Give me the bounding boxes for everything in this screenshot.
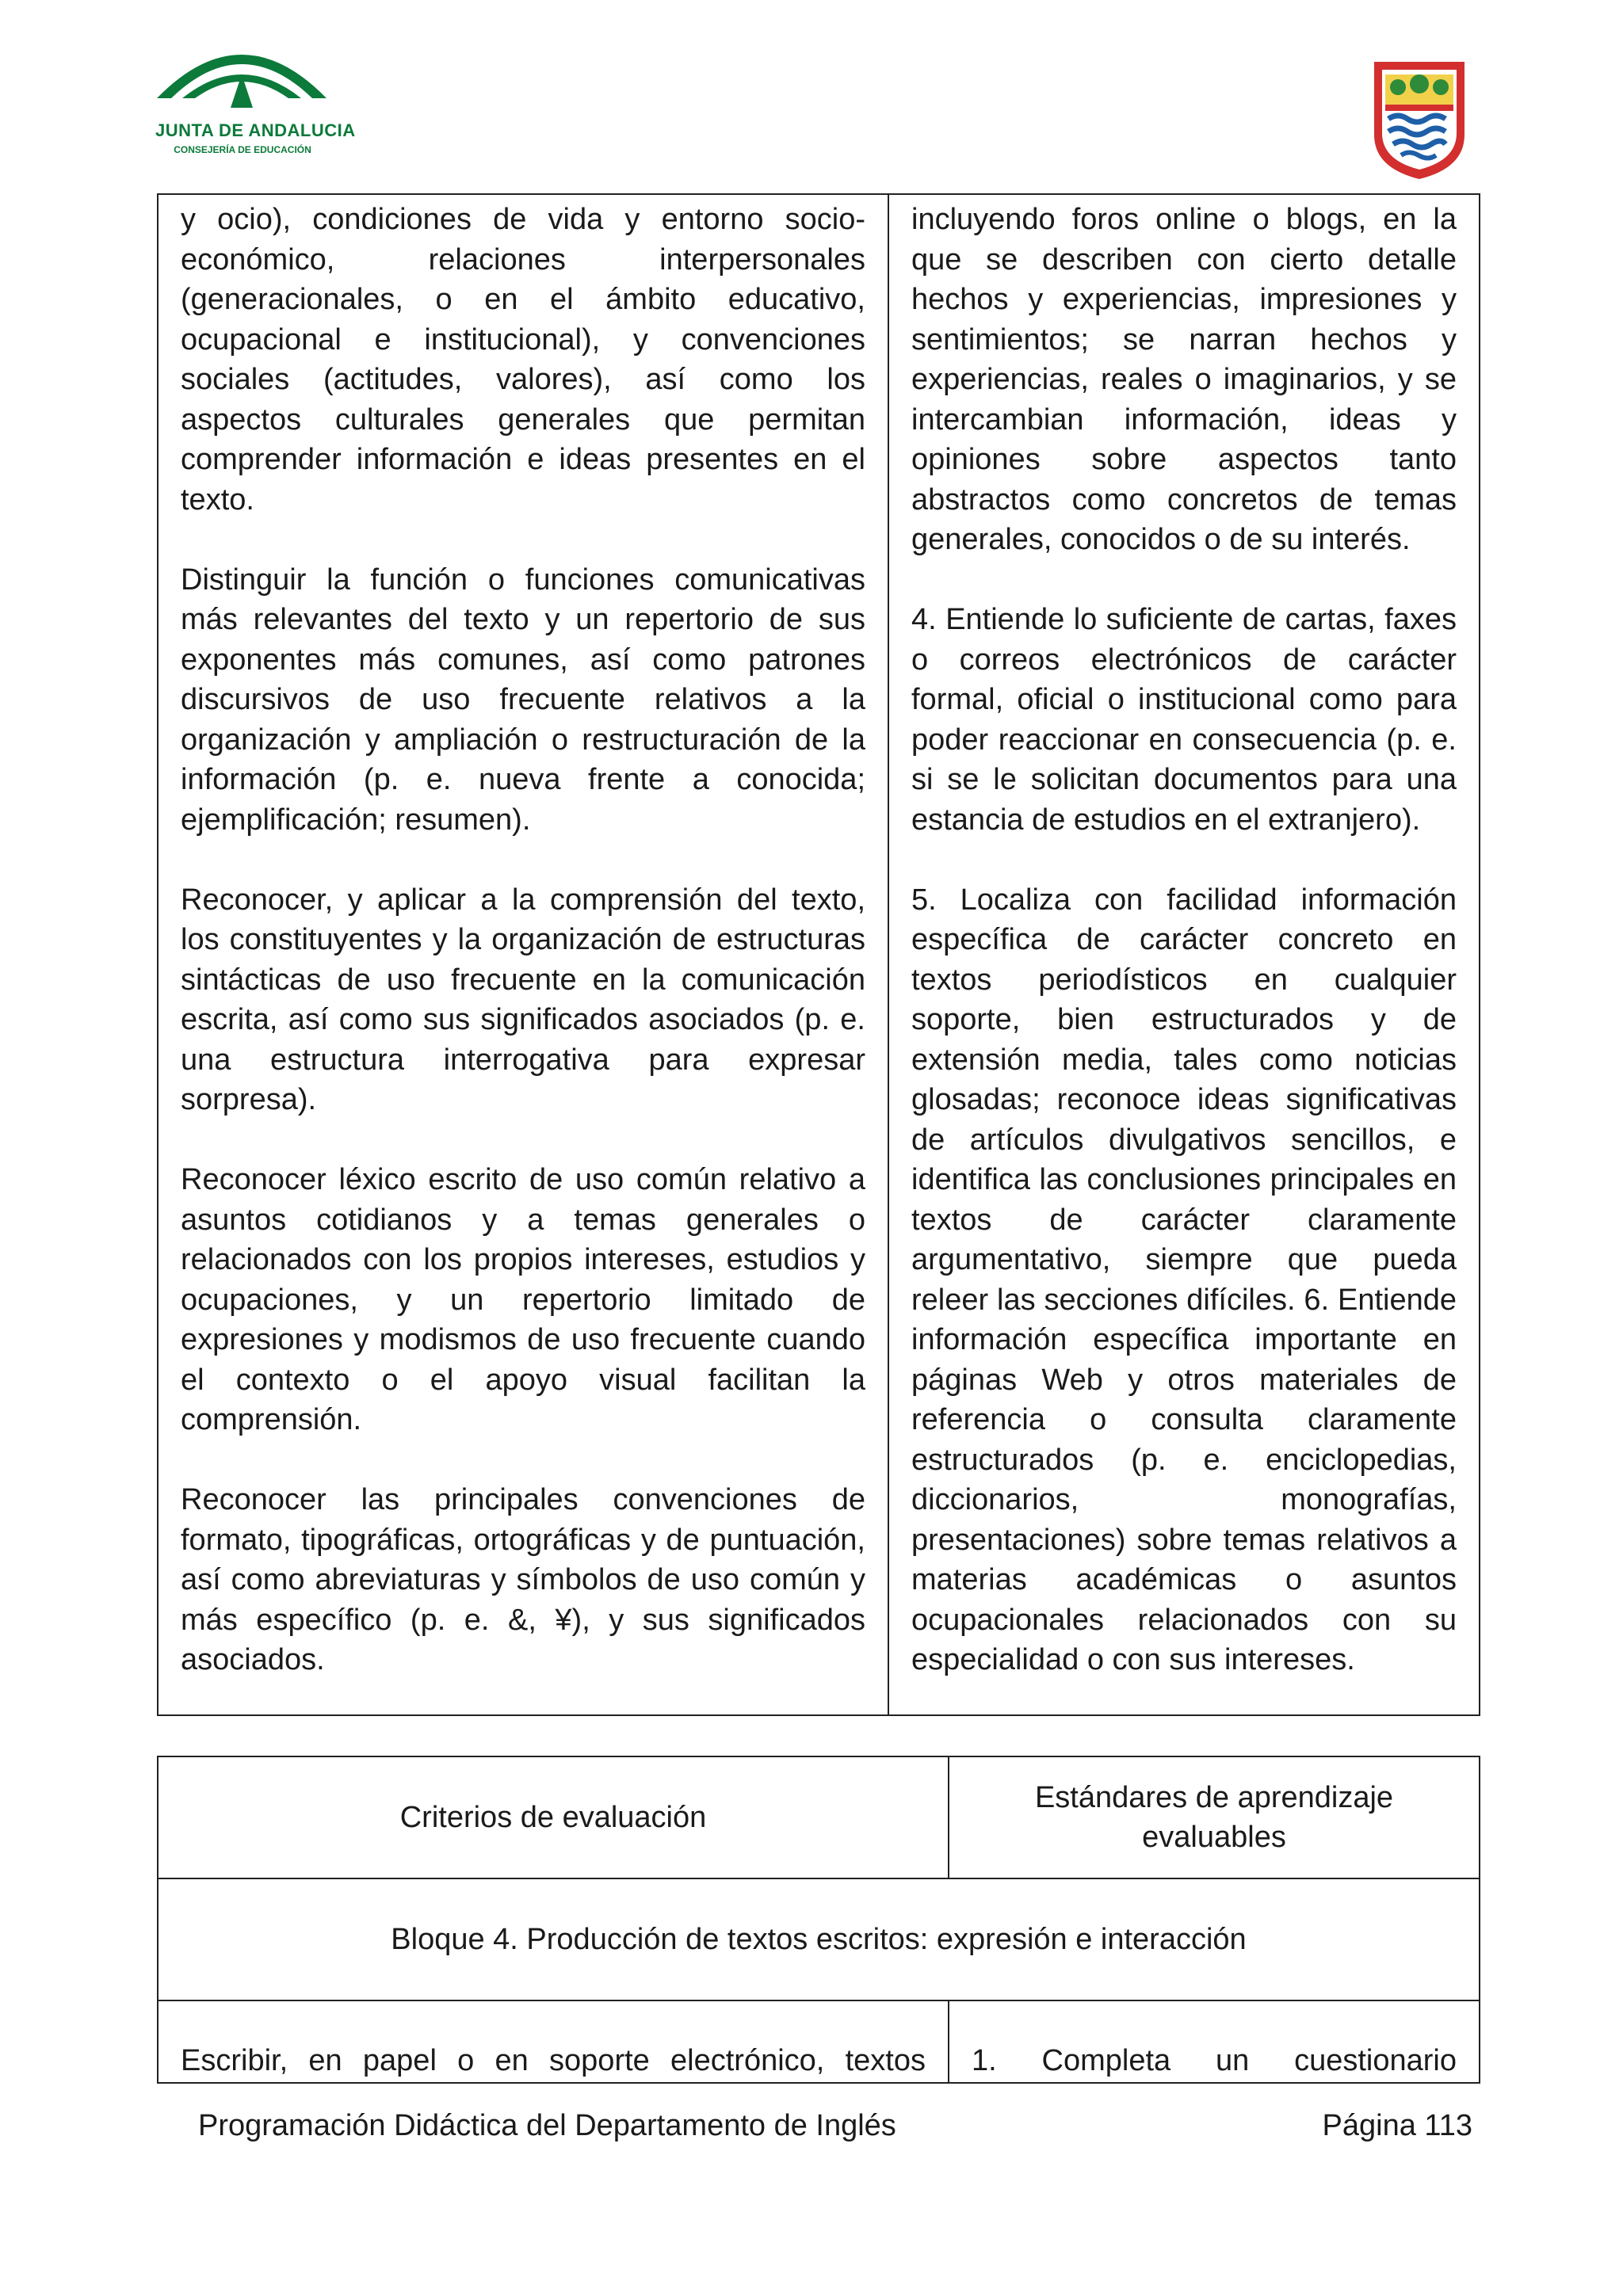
footer-document-title: Programación Didáctica del Departamento de Inglés bbox=[198, 2109, 896, 2142]
table-row bbox=[158, 194, 1480, 1715]
criteria-cell bbox=[158, 2000, 949, 2083]
standards-cell bbox=[888, 194, 1480, 1715]
standards-header-line2: evaluables bbox=[1142, 1821, 1286, 1854]
criteria-paragraph: y ocio), condiciones de vida y entorno socio-económico, relaciones interpersonales (generacionales, o en el ámbito educativo, ocupacional e institucional), y convenciones sociales (actitudes, valores), así como los aspectos culturales generales que permitan comprender información e ideas presentes en el texto. bbox=[181, 203, 865, 517]
block-title-cell bbox=[158, 1878, 1480, 2000]
standard-paragraph: 5. Localiza con facilidad información específica de carácter concreto en textos periodísticos en cualquier soporte, bien estructurados y de extensión media, tales como noticias glosadas; reconoce ideas significativas de artículos divulgativos sencillos, e identifica las conclusiones principales en textos de carácter claramente argumentativo, siempre que pueda releer las secciones difíciles. 6. Entiende información específica importante en páginas Web y otros materiales de referencia o consulta claramente estructurados (p. e. enciclopedias, diccionarios, monografías, presentaciones) sobre temas relativos a materias académicas o asuntos ocupacionales relacionados con su especialidad o con sus intereses. bbox=[911, 883, 1457, 1676]
criteria-paragraph: Escribir, en papel o en soporte electrónico, textos bbox=[181, 2044, 926, 2077]
school-crest-logo bbox=[1369, 59, 1469, 182]
org-subtitle: CONSEJERÍA DE EDUCACIÓN bbox=[174, 144, 311, 155]
standard-paragraph: 4. Entiende lo suficiente de cartas, faxes o correos electrónicos de carácter formal, oficial o institucional como para poder reaccionar en consecuencia (p. e. si se le solicitan documentos para una estancia de estudios en el extranjero). bbox=[911, 603, 1457, 837]
table-row bbox=[158, 2000, 1480, 2083]
standards-cell bbox=[949, 2000, 1480, 2083]
standards-header-cell bbox=[949, 1756, 1480, 1878]
bloque-4-table bbox=[157, 1756, 1480, 2084]
junta-arch-icon bbox=[151, 19, 333, 122]
criteria-paragraph: Distinguir la función o funciones comunicativas más relevantes del texto y un repertorio de sus exponentes más comunes, así como patrones discursivos de uso frecuente relativos a la organización y ampliación o restructuración de la información (p. e. nueva frente a conocida; ejemplificación; resumen). bbox=[181, 563, 865, 837]
crest-icon bbox=[1369, 59, 1469, 182]
block-title-row bbox=[158, 1878, 1480, 2000]
block-title: Bloque 4. Producción de textos escritos: expresión e interacción bbox=[391, 1923, 1247, 1956]
criteria-cell bbox=[158, 194, 888, 1715]
criteria-continuation-table bbox=[157, 193, 1480, 1716]
criteria-header-cell bbox=[158, 1756, 949, 1878]
standard-paragraph: incluyendo foros online o blogs, en la que se describen con cierto detalle hechos y experiencias, impresiones y sentimientos; se narran hechos y experiencias, reales o imaginarios, y se intercambian información, ideas y opiniones sobre aspectos tanto abstractos como concretos de temas generales, conocidos o de su interés. bbox=[911, 203, 1457, 556]
criteria-header: Criterios de evaluación bbox=[399, 1801, 707, 1834]
table-header-row bbox=[158, 1756, 1480, 1878]
criteria-paragraph: Reconocer léxico escrito de uso común relativo a asuntos cotidianos y a temas generales o relacionados con los propios intereses, estudios y ocupaciones, y un repertorio limitado de expresiones y modismos de uso frecuente cuando el contexto o el apoyo visual facilitan la comprensión. bbox=[181, 1163, 865, 1436]
criteria-paragraph: Reconocer las principales convenciones de formato, tipográficas, ortográficas y de puntuación, así como abreviaturas y símbolos de uso común y más específico (p. e. &, ¥), y sus significados asociados. bbox=[181, 1483, 865, 1676]
criteria-paragraph: Reconocer, y aplicar a la comprensión del texto, los constituyentes y la organización de estructuras sintácticas de uso frecuente en la comunicación escrita, así como sus significados asociados (p. e. una estructura interrogativa para expresar sorpresa). bbox=[181, 883, 865, 1116]
standards-header-line1: Estándares de aprendizaje bbox=[1034, 1781, 1394, 1814]
org-name: JUNTA DE ANDALUCIA bbox=[155, 120, 356, 140]
junta-de-andalucia-logo bbox=[151, 19, 356, 162]
standard-paragraph: 1. Completa un cuestionario bbox=[972, 2044, 1457, 2077]
footer-page-number: Página 113 bbox=[1322, 2109, 1472, 2142]
